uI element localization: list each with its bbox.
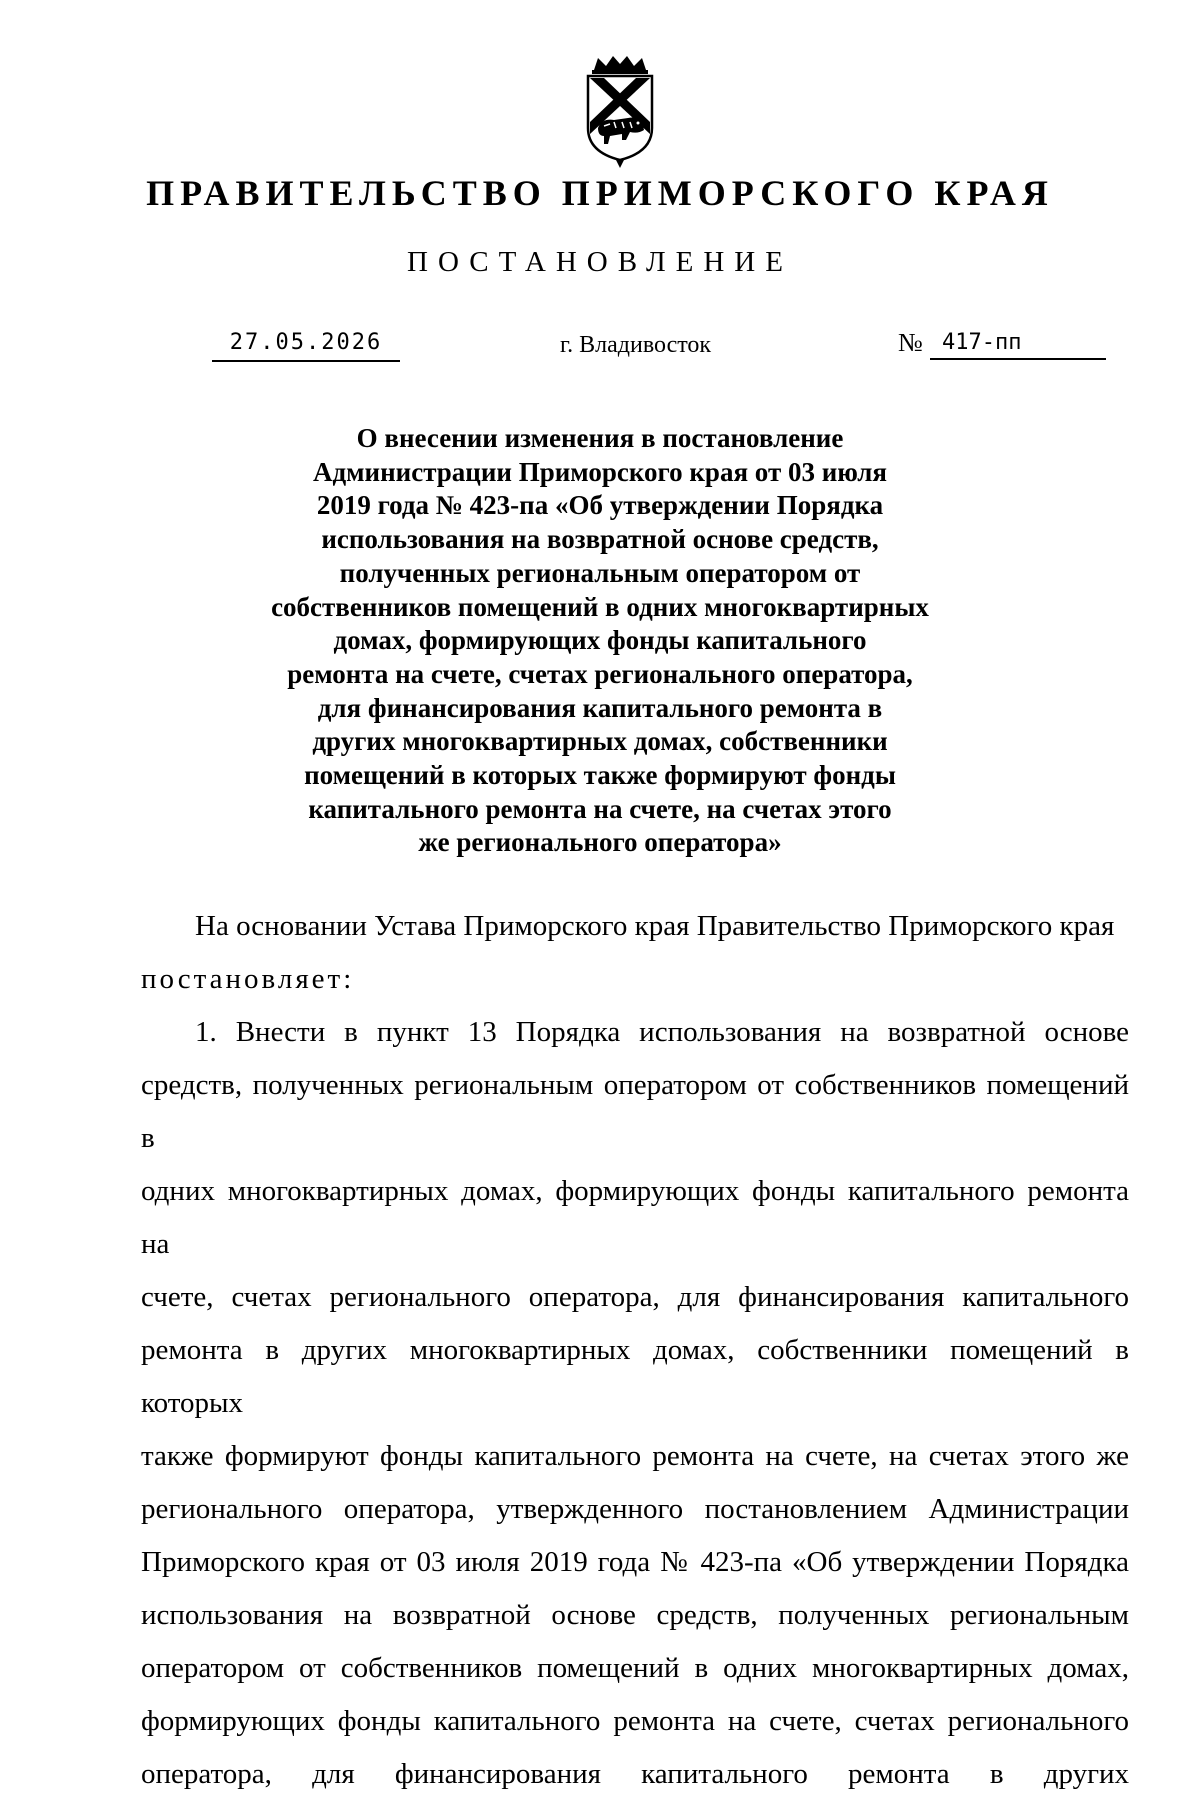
document-city: г. Владивосток: [560, 332, 712, 358]
document-type: ПОСТАНОВЛЕНИЕ: [407, 246, 793, 278]
preamble-paragraph: На основании Устава Приморского края Правительство Приморского края: [195, 910, 1115, 942]
primorsky-krai-coat-of-arms-icon: [580, 56, 660, 168]
subject-line: других многоквартирных домах, собственники: [312, 726, 888, 757]
document-subject: [220, 422, 980, 860]
document-body: [141, 900, 1129, 1801]
subject-line: собственников помещений в одних многоквартирных: [271, 591, 929, 622]
subject-line: домах, формирующих фонды капитального: [333, 625, 867, 656]
subject-line: капитального ремонта на счете, на счетах этого: [308, 793, 892, 824]
item-1-line: также формируют фонды капитального ремонта на счете, на счетах этого же: [141, 1440, 1129, 1472]
item-1-line: счете, счетах регионального оператора, для финансирования капитального: [141, 1281, 1129, 1313]
subject-line: ремонта на счете, счетах регионального оператора,: [287, 658, 913, 689]
item-1-line: оператором от собственников помещений в одних многоквартирных домах,: [141, 1652, 1129, 1684]
item-1-line: средств, полученных региональным оператором от собственников помещений в: [141, 1069, 1129, 1154]
item-1-line: оператора, для финансирования капитального ремонта в других: [141, 1758, 1129, 1790]
decree-word: постановляет:: [141, 963, 355, 995]
subject-line: же регионального оператора»: [418, 827, 782, 858]
subject-line: 2019 года № 423-па «Об утверждении Порядка: [316, 490, 884, 521]
item-1-line: формирующих фонды капитального ремонта на счете, счетах регионального: [141, 1705, 1129, 1737]
document-date: 27.05.2026: [212, 330, 400, 362]
number-sign: №: [898, 328, 923, 357]
subject-line: использования на возвратной основе средств,: [321, 524, 879, 555]
item-1-line: использования на возвратной основе средств, полученных региональным: [141, 1599, 1129, 1631]
subject-line: для финансирования капитального ремонта в: [317, 692, 883, 723]
subject-line: Администрации Приморского края от 03 июля: [313, 456, 887, 487]
document-number: 417-пп: [930, 330, 1106, 360]
item-1-line: 1. Внести в пункт 13 Порядка использования на возвратной основе: [195, 1016, 1129, 1048]
item-1-line: регионального оператора, утвержденного постановлением Администрации: [141, 1493, 1129, 1525]
item-1-line: ремонта в других многоквартирных домах, собственники помещений в которых: [141, 1334, 1129, 1419]
subject-line: помещений в которых также формируют фонды: [304, 760, 896, 791]
item-1-line: Приморского края от 03 июля 2019 года № 423-па «Об утверждении Порядка: [141, 1546, 1129, 1578]
subject-line: О внесении изменения в постановление: [356, 423, 844, 453]
subject-line: полученных региональным оператором от: [339, 557, 861, 588]
item-1-line: одних многоквартирных домах, формирующих фонды капитального ремонта на: [141, 1175, 1129, 1260]
organization-title: ПРАВИТЕЛЬСТВО ПРИМОРСКОГО КРАЯ: [146, 173, 1054, 213]
